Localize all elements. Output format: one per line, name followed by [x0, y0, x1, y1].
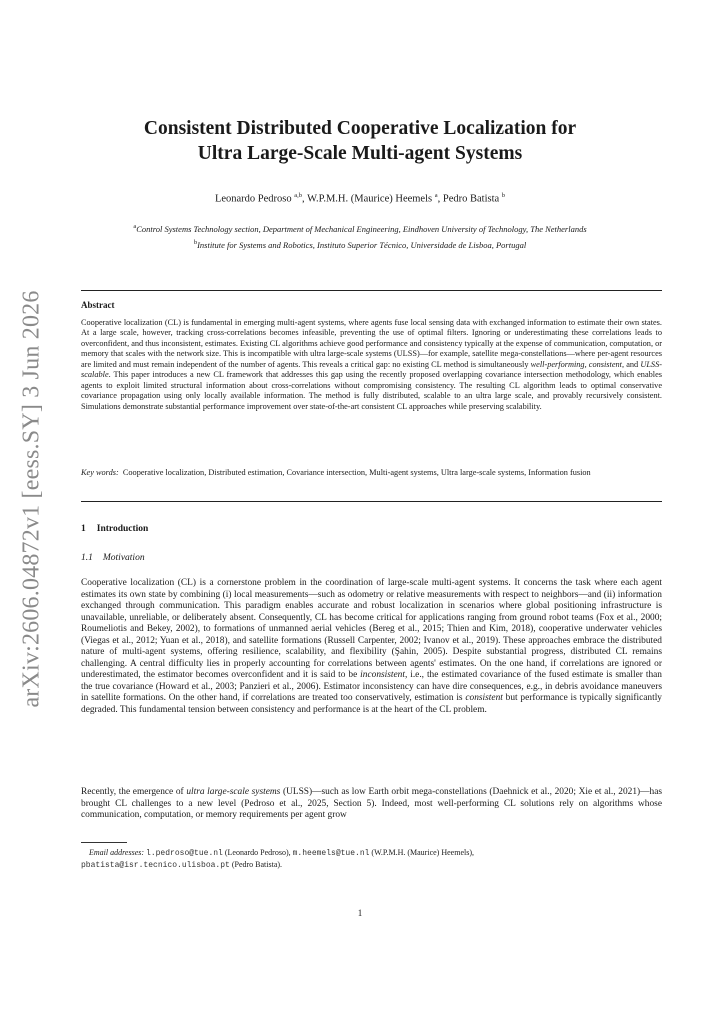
paragraph-emphasis: consistent — [465, 693, 503, 703]
paragraph-emphasis: inconsistent — [360, 670, 405, 680]
author-affil-mark: a,b — [294, 192, 303, 199]
email-link[interactable]: l.pedroso@tue.nl — [146, 849, 223, 858]
paragraph-emphasis: ultra large-scale systems — [186, 787, 281, 797]
page-number: 1 — [357, 908, 363, 918]
body-paragraph-2 — [81, 787, 662, 822]
body-paragraph-1 — [81, 578, 662, 716]
abstract-run: Cooperative localization (CL) is fundamental in emerging multi-agent systems, where agents fuse local sensing data with exchanged information to estimate their own states. At a large scale, however, tracking cross-correlations becomes infeasible, preventing the use of optimal filters. Ignoring or underestimating these correlations leads to overconfident, and thus inconsistent, estimates. Existing CL algorithms achieve good performance and consistency typically at the expense of communication, computation, or memory that scales with the network size. This is incompatible with ultra large-scale systems (ULSS)—for example, satellite mega-constellations—where per-agent resources are limited and must remain independent of the number of agents. This reveals a critical gap: no existing CL method is simultaneously — [81, 318, 663, 369]
footnote-emails — [81, 847, 662, 871]
abstract-run: , and — [621, 359, 641, 369]
affiliation-b — [40, 239, 680, 250]
affiliation-a — [40, 223, 680, 234]
author-name: W.P.M.H. (Maurice) Heemels — [307, 193, 433, 205]
abstract-run: , — [584, 359, 589, 369]
author-name: Leonardo Pedroso — [214, 193, 292, 205]
affiliation-text: Institute for Systems and Robotics, Instituto Superior Técnico, Universidade de Lisboa, Portugal — [197, 239, 527, 250]
abstract-emphasis: consistent — [588, 359, 622, 369]
paragraph-run: , i.e., the estimated covariance of the fused estimate is smaller than the true covariance (Howard et al., 2003; Panzieri et al., 2006). Estimator inconsistency can have dire consequences, e.g., in debris avoidance maneuvers in satellite formations. On the other hand, if correlations are treated too conservatively, estimation is — [81, 670, 662, 703]
section-number: 1 — [81, 524, 86, 534]
paragraph-run: Recently, the emergence of — [81, 787, 187, 797]
author-affil-mark: a — [434, 192, 438, 199]
section-title: Introduction — [96, 524, 149, 534]
paragraph-run: but performance is typically significantly degraded. This fundamental tension between consistency and performance is at the heart of the CL problem. — [81, 693, 662, 715]
author-affil-mark: b — [501, 192, 506, 199]
keywords-text: Cooperative localization, Distributed estimation, Covariance intersection, Multi-agent systems, Ultra large-scale systems, Information fusion — [122, 468, 591, 477]
arxiv-stamp — [14, 291, 50, 707]
abstract-bottom-rule — [81, 501, 662, 502]
keywords — [81, 468, 662, 478]
affil-mark: b — [193, 239, 198, 246]
affiliation-text: Control Systems Technology section, Department of Mechanical Engineering, Eindhoven University of Technology, The Netherlands — [136, 223, 587, 234]
keywords-label: Key words: — [81, 468, 119, 477]
author-list: Leonardo Pedroso $^{a,b}$, W.P.M.H. (Maurice) Heemels $^a$, Pedro Batista $^b$ — [214, 192, 506, 205]
email-link[interactable]: pbatista@isr.tecnico.ulisboa.pt — [81, 861, 230, 870]
arxiv-identifier: arXiv:2606.04872v1 [eess.SY] 3 Jun 2026 — [18, 290, 45, 708]
email-owner: (Leonardo Pedroso), — [224, 848, 291, 857]
affil-mark: a — [133, 223, 137, 230]
subsection-number: 1.1 — [81, 553, 93, 563]
title-line-1: Consistent Distributed Cooperative Localization for — [143, 118, 577, 139]
section-heading — [81, 524, 148, 534]
email-link[interactable]: m.heemels@tue.nl — [292, 849, 370, 858]
paragraph-run: (ULSS)—such as low Earth orbit mega-constellations (Daehnick et al., 2020; Xie et al., 2021)—has brought CL challenges to a new level (Pedroso et al., 2025, Section 5). Indeed, most well-performing CL solutions rely on algorithms whose communication, computation, or memory requirements per agent grow — [81, 787, 663, 820]
email-owner: (W.P.M.H. (Maurice) Heemels), — [371, 848, 474, 857]
email-owner: (Pedro Batista). — [231, 860, 283, 869]
paragraph-run: Cooperative localization (CL) is a cornerstone problem in the coordination of large-scale multi-agent systems. It concerns the task where each agent estimates its own state by combining (i) local measurements—such as odometry or relative measurements with respect to neighbors—and (ii) information exchanged through communication. This paradigm enables accurate and robust localization in scenarios where global positioning infrastructure is unavailable, unreliable, or deliberately absent. Consequently, CL has become critical for applications ranging from ground robot teams (Fox et al., 2000; Roumeliotis and Bekey, 2002), to formations of unmanned aerial vehicles (Bereg et al., 2015; Thien and Kim, 2018), cooperative underwater vehicles (Viegas et al., 2012; Yuan et al., 2018), and satellite formations (Russell Carpenter, 2002; Ivanov et al., 2019). These approaches embrace the distributed nature of multi-agent systems, offering resilience, scalability, and flexibility (Şahin, 2005). Despite substantial progress, distributed CL remains challenging. A central difficulty lies in properly accounting for correlations between agents' estimates. On the one hand, if correlations are ignored or underestimated, the estimator becomes overconfident and it is said to be — [81, 578, 662, 680]
footnote-rule — [81, 842, 127, 843]
subsection-heading — [81, 553, 145, 563]
author-name: Pedro Batista — [442, 193, 500, 205]
footnote-label: Email addresses: — [89, 848, 145, 857]
title-line-2: Ultra Large-Scale Multi-agent Systems — [197, 143, 523, 164]
abstract-run: . This paper introduces a new CL framework that addresses this gap using the recently proposed overlapping covariance intersection methodology, which enables agents to exploit limited structural information about cross-correlations without compromising consistency. The resulting CL algorithm leads to optimal conservative covariance propagation using only locally available information. The method is fully distributed, scalable to an ultra large scale, and provably recursively consistent. Simulations demonstrate substantial performance improvement over state-of-the-art consistent CL approaches while preserving scalability. — [81, 370, 662, 411]
paper-title — [80, 116, 640, 166]
abstract-text — [81, 318, 662, 412]
abstract-emphasis: ULSS-scalable — [81, 359, 662, 380]
abstract-heading: Abstract — [81, 300, 115, 310]
abstract-top-rule — [81, 290, 662, 291]
abstract-emphasis: well-performing — [530, 359, 585, 369]
subsection-title: Motivation — [102, 553, 145, 563]
